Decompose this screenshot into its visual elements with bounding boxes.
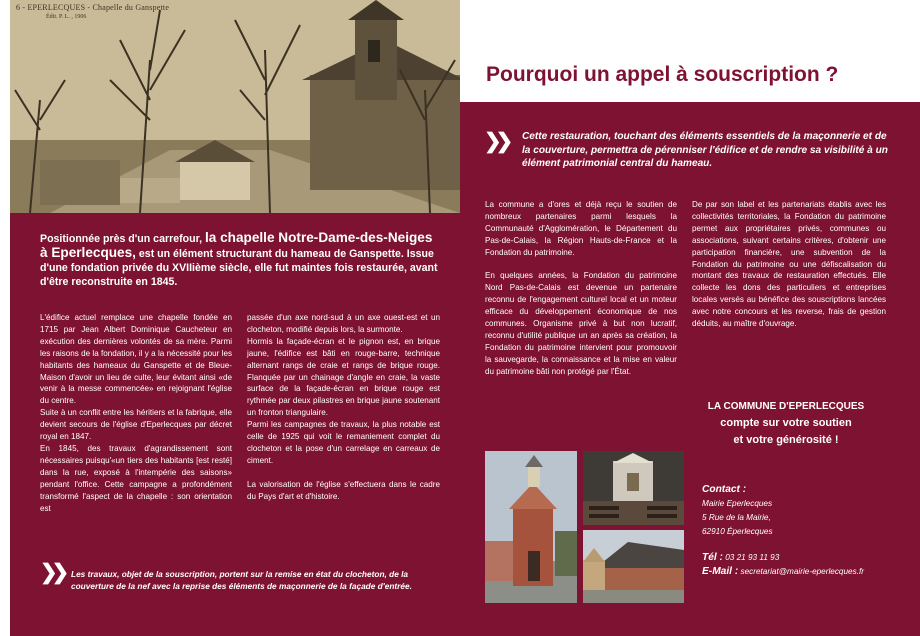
intro-paragraph	[40, 231, 442, 289]
chapel-exterior-illustration	[485, 451, 577, 603]
email-label: E-Mail :	[702, 566, 739, 577]
intro-part2: est un élément structurant du hameau de Ganspette. Issue d'une fondation privée du XVIIième siècle, elle fut maintes fois restaurée, avant d'être reconstruite en 1845.	[40, 248, 438, 288]
right-column-2	[692, 199, 886, 330]
historic-postcard-photo	[10, 0, 460, 213]
phone-label: Tél :	[702, 552, 723, 563]
phone-number: 03 21 93 11 93	[725, 553, 780, 562]
appeal-line-1: LA COMMUNE D'EPERLECQUES	[707, 401, 865, 412]
left-column-1	[40, 312, 232, 514]
paragraph: L'édifice actuel remplace une chapelle fondée en 1715 par Jean Albert Dominique Caucheteur en exécution des dernières volontés de sa mère. Parmi les raisons de la fondation, il y a la nécessité pour les habitants des hameaux du Ganspette et de Bleue-Maison d'avoir un lieu de culte, leur évitant ainsi «de venir à la messe commencée» en rejoignant l'église du centre.	[40, 313, 232, 406]
email-address[interactable]: secretariat@mairie-eperlecques.fr	[740, 567, 864, 576]
contact-block	[702, 483, 912, 579]
page-title: Pourquoi un appel à souscription ?	[486, 63, 839, 86]
contact-street: 5 Rue de la Mairie,	[702, 513, 771, 522]
paragraph: Suite à un conflit entre les héritiers et la fabrique, elle devient secours de l'église d'Eperlecques par décret royal en 1847.	[40, 408, 232, 442]
postcard-publisher: Édit. P. L. , 1906	[46, 14, 87, 20]
left-column-2	[247, 312, 440, 503]
chapel-side-illustration	[583, 530, 684, 603]
paragraph	[247, 467, 440, 479]
chapel-exterior-photo	[485, 451, 577, 603]
paragraph: Parmi les campagnes de travaux, la plus notable est celle de 1925 qui voit le remaniement complet du clocheton et la pose d'un carrelage en carreaux de ciment.	[247, 420, 440, 465]
paragraph: De par son label et les partenariats établis avec les collectivités territoriales, la Fondation du patrimoine permet aux propriétaires privés, communes ou associations, suivant certains critères, d'obtenir une participation financière, une subvention de la Fondation du patrimoine ou une défiscalisation du montant des travaux de restauration effectués. Elle collecte les dons des particuliers et entreprises locales versés au bénéfice des souscriptions lancées avec notre concours et les reverse, frais de gestion déduits, au maître d'ouvrage.	[692, 200, 886, 329]
paragraph: passée d'un axe nord-sud à un axe ouest-est et un clocheton, modifié depuis lors, la surmonte.	[247, 313, 440, 334]
right-column-1	[485, 199, 677, 378]
intro-part1: Positionnée près d'un carrefour,	[40, 233, 205, 245]
postcard-caption: 6 - EPERLECQUES - Chapelle du Ganspette	[16, 3, 170, 12]
contact-label: Contact :	[702, 484, 747, 495]
double-chevron-right-icon: ❯❯	[484, 130, 508, 153]
paragraph: La commune a d'ores et déjà reçu le soutien de nombreux partenaires parmi lesquels la Communauté d'Agglomération, le Département du Pas-de-Calais, la Région Hauts-de-France et la Fondation du patrimoine.	[485, 200, 677, 257]
paragraph: Hormis la façade-écran et le pignon est, en brique jaune, l'édifice est bâti en rouge-barre, technique alternant rangs de craie et rangs de brique rouge. Flanquée par un chainage d'angle en craie, la vaste surface de la façade-écran en brique rouge est rythmée par deux pilastres en brique jaune soutenant un fronton triangulaire.	[247, 336, 440, 418]
chapel-interior-illustration	[583, 451, 684, 525]
chapel-side-photo	[583, 530, 684, 603]
paragraph: La valorisation de l'église s'effectuera dans le cadre du Pays d'art et d'histoire.	[247, 479, 440, 501]
restoration-highlight: Cette restauration, touchant des éléments essentiels de la maçonnerie et de la couverture, permettra de pérenniser l'édifice et de rendre sa visibilité à un élément patrimonial central du hameau.	[522, 131, 888, 170]
contact-email-row	[702, 565, 912, 579]
chapel-interior-photo	[583, 451, 684, 525]
contact-org: Mairie Eperlecques	[702, 499, 773, 508]
paragraph: En 1845, des travaux d'agrandissement sont nécessaires puisqu'«un tiers des habitants [est resté] dans la rue, exposé à l'intempérie des saisons» pendant l'office. Cette campagne a profondément transformé l'aspect de la chapelle : son orientation est	[40, 443, 232, 513]
donation-appeal	[696, 398, 876, 449]
appeal-line-3: et votre générosité !	[733, 434, 839, 446]
paragraph: En quelques années, la Fondation du patrimoine Nord Pas-de-Calais est devenue un partenaire reconnu de l'engagement culturel local et un moteur efficace du développement économique de nos communes. Organisme privé à but non lucratif, reconnu d'utilité publique un an après sa création, la Fondation du patrimoine intervient pour promouvoir la sauvegarde, la connaissance et la mise en valeur du patrimoine bâti non protégé par l'État.	[485, 271, 677, 376]
contact-phone-row	[702, 551, 912, 565]
postcard-illustration	[10, 0, 460, 213]
chapel-name: la chapelle Notre-Dame-des-Neiges à Eperlecques,	[40, 230, 433, 260]
contact-city: 62910 Éperlecques	[702, 527, 773, 536]
appeal-line-2: compte sur votre soutien	[720, 417, 852, 429]
paragraph	[485, 259, 677, 271]
double-chevron-right-icon: ❯❯	[40, 561, 64, 584]
works-highlight: Les travaux, objet de la souscription, portent sur la remise en état du clocheton, de la couverture de la nef avec la reprise des éléments de maçonnerie de la façade d'entrée.	[71, 569, 412, 591]
